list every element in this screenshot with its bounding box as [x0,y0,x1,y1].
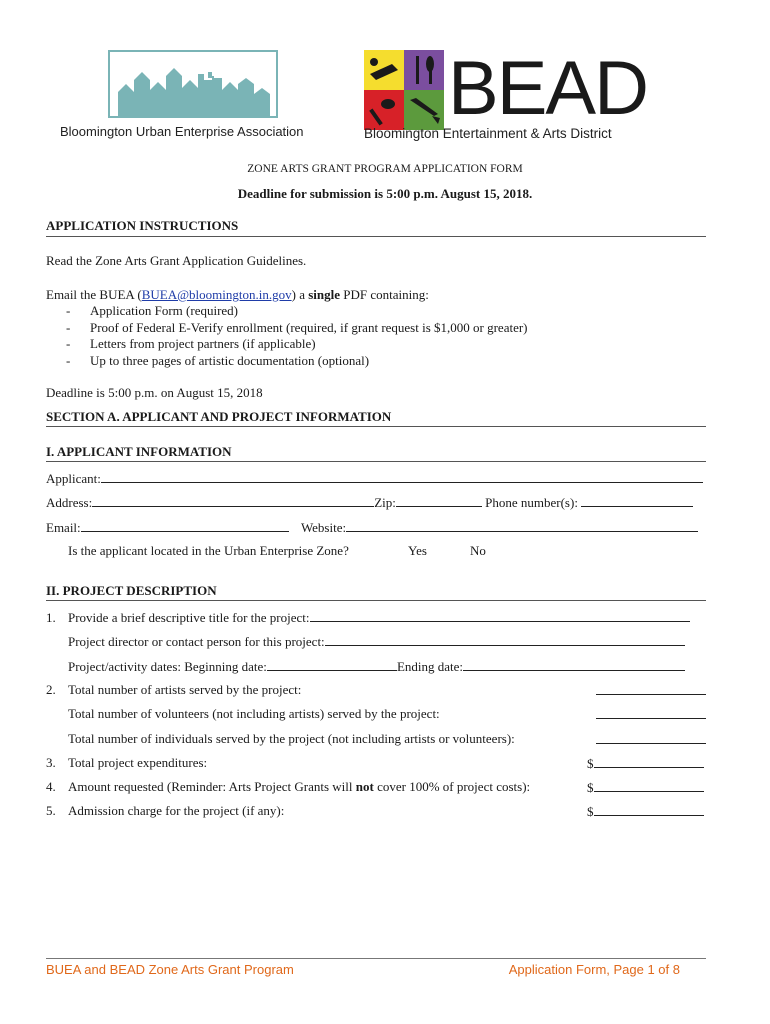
email-website-row [46,519,706,536]
zone-no-option[interactable]: No [470,543,486,558]
end-date-label: Ending date: [396,659,464,674]
q5-number: 5. [46,803,56,818]
director-row [68,633,706,650]
list-item: - Proof of Federal E-Verify enrollment (required, if grant request is $1,000 or greater) [66,319,528,335]
currency-symbol: $ [587,756,594,771]
q3-number: 3. [46,755,56,770]
applicant-row [46,470,706,487]
q1-number: 1. [46,610,56,625]
list-bullet: - [66,319,71,335]
expenditures-field[interactable] [594,755,704,768]
list-bullet: - [66,303,71,318]
instructions-deadline: Deadline is 5:00 p.m. on August 15, 2018 [46,385,263,400]
begin-date-field[interactable] [267,658,397,671]
footer-rule [46,958,706,959]
instructions-heading: APPLICATION INSTRUCTIONS [46,218,239,233]
zone-yes-option[interactable]: Yes [408,543,427,558]
director-field[interactable] [325,633,685,646]
project-desc-rule [46,600,706,601]
website-label: Website: [300,520,347,535]
list-bullet: - [66,336,71,351]
director-label: Project director or contact person for this project: [68,634,325,649]
email-instruction [46,287,429,303]
volunteers-count-field[interactable] [596,706,706,719]
currency-symbol: $ [587,804,594,819]
q4-number: 4. [46,779,56,794]
applicant-info-heading: I. APPLICANT INFORMATION [46,444,232,459]
buea-caption: Bloomington Urban Enterprise Association [60,124,304,139]
buea-email-link[interactable]: BUEA@bloomington.in.gov [141,287,292,302]
amount-requested-field[interactable] [594,779,704,792]
volunteers-label: Total number of volunteers (not including artists) served by the project: [68,706,440,721]
email-suffix: PDF containing: [340,287,429,302]
phone-field[interactable] [581,494,693,507]
form-title: ZONE ARTS GRANT PROGRAM APPLICATION FORM [247,163,523,175]
section-a-rule [46,426,706,427]
footer-left: BUEA and BEAD Zone Arts Grant Program [46,962,294,977]
instrument-icon [364,50,404,90]
currency-symbol: $ [587,780,594,795]
q5-row [46,803,706,819]
list-bullet: - [66,352,71,368]
email-field[interactable] [81,519,289,532]
bead-icon-grid [364,50,444,130]
applicant-info-rule [46,461,706,462]
q5-label: Admission charge for the project (if any): [68,803,285,818]
paintbrush-icon [404,90,444,130]
email-bold-single: single [308,287,341,302]
list-item: - Up to three pages of artistic documentation (optional) [66,352,370,368]
address-label: Address: [46,495,93,510]
q2-number: 2. [46,682,56,697]
zone-question: Is the applicant located in the Urban Enterprise Zone? [68,543,349,558]
zip-field[interactable] [396,494,482,507]
individuals-label: Total number of individuals served by the project (not including artists or volunteers): [68,731,515,746]
microphone-icon [364,90,404,130]
q4-row [46,779,706,795]
admission-charge-field[interactable] [594,803,704,816]
phone-label: Phone number(s): [485,495,578,510]
q3-row [46,755,706,771]
q4-prefix: Amount requested (Reminder: Arts Project Grants will [68,779,356,794]
instructions-rule [46,236,706,237]
q2-row [46,682,706,698]
email-mid: ) a [291,287,309,302]
address-field[interactable] [92,494,374,507]
list-item: - Application Form (required) [66,303,239,318]
zone-question-row [68,543,688,559]
submission-deadline: Deadline for submission is 5:00 p.m. August 15, 2018. [237,186,533,201]
begin-date-label: Project/activity dates: Beginning date: [68,659,267,674]
section-a-heading: SECTION A. APPLICANT AND PROJECT INFORMATION [46,409,392,424]
bead-wordmark: BEAD [448,46,647,131]
buea-skyline-graphic [108,50,288,122]
website-field[interactable] [346,519,698,532]
utensils-icon [404,50,444,90]
individuals-count-field[interactable] [596,731,706,744]
q1-label: Provide a brief descriptive title for the project: [68,610,310,625]
pdf-contents-list [66,303,528,369]
address-row [46,494,706,511]
bead-caption: Bloomington Entertainment & Arts District [364,126,612,141]
project-title-field[interactable] [310,609,690,622]
q4-suffix: cover 100% of project costs): [373,779,531,794]
bead-logo [364,46,664,150]
zip-label: Zip: [374,495,396,510]
buea-logo [60,50,336,150]
email-prefix: Email the BUEA ( [46,287,142,302]
footer-right: Application Form, Page 1 of 8 [508,962,680,977]
project-desc-heading: II. PROJECT DESCRIPTION [46,583,217,598]
list-item: - Letters from project partners (if applicable) [66,336,316,351]
q2-label: Total number of artists served by the project: [68,682,302,697]
applicant-label: Applicant: [46,471,101,486]
read-guidelines-text: Read the Zone Arts Grant Application Guidelines. [46,253,307,268]
q3-label: Total project expenditures: [68,755,208,770]
q1-row [46,609,706,626]
applicant-name-field[interactable] [101,470,703,483]
individuals-row [68,731,706,747]
artists-count-field[interactable] [596,682,706,695]
end-date-field[interactable] [463,658,685,671]
dates-row [68,658,706,675]
q4-bold-not: not [355,779,374,794]
email-label: Email: [46,520,81,535]
volunteers-row [68,706,706,722]
